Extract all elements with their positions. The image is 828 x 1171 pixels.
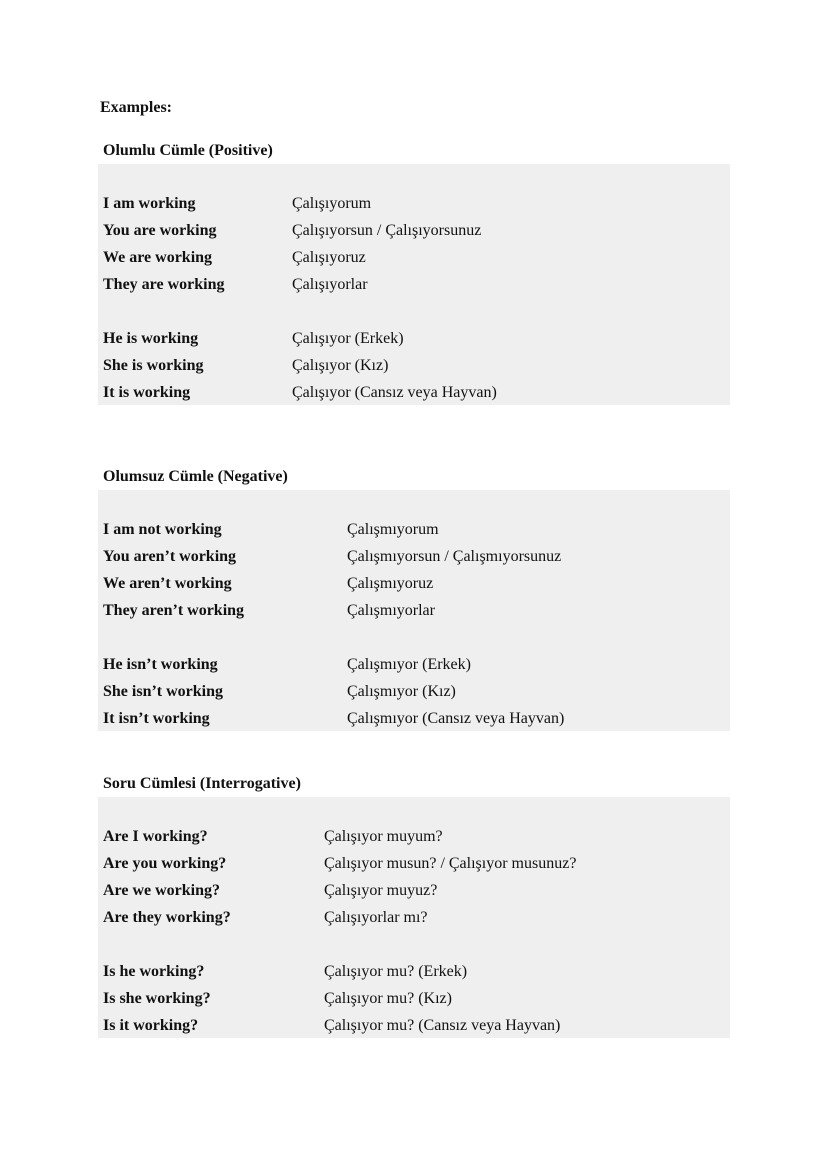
example-row [103, 193, 730, 215]
example-row [103, 355, 730, 377]
turkish-translation: Çalışıyor (Kız) [292, 357, 389, 374]
example-row [103, 988, 730, 1010]
negative-examples-box [98, 490, 730, 731]
turkish-translation: Çalışmıyor (Erkek) [347, 656, 471, 673]
example-row [103, 654, 730, 676]
english-sentence: Is he working? [103, 963, 205, 980]
turkish-translation: Çalışıyorlar [292, 276, 368, 293]
english-sentence: You are working [103, 222, 217, 239]
english-sentence: We aren’t working [103, 575, 232, 592]
example-row [103, 708, 730, 730]
turkish-translation: Çalışmıyorsun / Çalışmıyorsunuz [347, 548, 562, 565]
example-row [103, 826, 730, 848]
turkish-translation: Çalışıyor mu? (Erkek) [324, 963, 468, 980]
turkish-translation: Çalışıyor muyum? [324, 828, 443, 845]
turkish-translation: Çalışıyor mu? (Kız) [324, 990, 452, 1007]
turkish-translation: Çalışıyor muyuz? [324, 882, 438, 899]
interrogative-examples-box [98, 797, 730, 1038]
example-row [103, 220, 730, 242]
english-sentence: It isn’t working [103, 710, 210, 727]
english-sentence: You aren’t working [103, 548, 237, 565]
example-row [103, 600, 730, 622]
turkish-translation: Çalışmıyoruz [347, 575, 434, 592]
english-sentence: They are working [103, 276, 225, 293]
example-row [103, 328, 730, 350]
turkish-translation: Çalışıyorum [292, 195, 372, 212]
turkish-translation: Çalışmıyor (Cansız veya Hayvan) [347, 710, 565, 727]
english-sentence: Are I working? [103, 828, 208, 845]
turkish-translation: Çalışıyor mu? (Cansız veya Hayvan) [324, 1017, 561, 1034]
turkish-translation: Çalışıyor (Erkek) [292, 330, 404, 347]
example-row [103, 519, 730, 541]
english-sentence: She is working [103, 357, 204, 374]
example-row [103, 907, 730, 929]
turkish-translation: Çalışıyoruz [292, 249, 366, 266]
english-sentence: Are they working? [103, 909, 231, 926]
example-row [103, 382, 730, 404]
turkish-translation: Çalışmıyorum [347, 521, 439, 538]
english-sentence: Are we working? [103, 882, 221, 899]
english-sentence: We are working [103, 249, 213, 266]
english-sentence: He is working [103, 330, 199, 347]
section-title-interrogative: Soru Cümlesi (Interrogative) [103, 775, 301, 792]
english-sentence: Are you working? [103, 855, 227, 872]
english-sentence: It is working [103, 384, 191, 401]
turkish-translation: Çalışıyorlar mı? [324, 909, 428, 926]
example-row [103, 546, 730, 568]
example-row [103, 274, 730, 296]
section-title-negative: Olumsuz Cümle (Negative) [103, 468, 288, 485]
english-sentence: Is she working? [103, 990, 211, 1007]
english-sentence: I am not working [103, 521, 222, 538]
example-row [103, 681, 730, 703]
turkish-translation: Çalışıyor musun? / Çalışıyor musunuz? [324, 855, 577, 872]
turkish-translation: Çalışmıyorlar [347, 602, 435, 619]
english-sentence: Is it working? [103, 1017, 199, 1034]
english-sentence: I am working [103, 195, 196, 212]
example-row [103, 880, 730, 902]
example-row [103, 247, 730, 269]
english-sentence: They aren’t working [103, 602, 245, 619]
turkish-translation: Çalışmıyor (Kız) [347, 683, 456, 700]
positive-examples-box [98, 164, 730, 405]
page-heading: Examples: [100, 99, 172, 116]
example-row [103, 853, 730, 875]
example-row [103, 573, 730, 595]
example-row [103, 961, 730, 983]
turkish-translation: Çalışıyor (Cansız veya Hayvan) [292, 384, 497, 401]
english-sentence: She isn’t working [103, 683, 224, 700]
turkish-translation: Çalışıyorsun / Çalışıyorsunuz [292, 222, 482, 239]
section-title-positive: Olumlu Cümle (Positive) [103, 142, 273, 159]
example-row [103, 1015, 730, 1037]
english-sentence: He isn’t working [103, 656, 218, 673]
